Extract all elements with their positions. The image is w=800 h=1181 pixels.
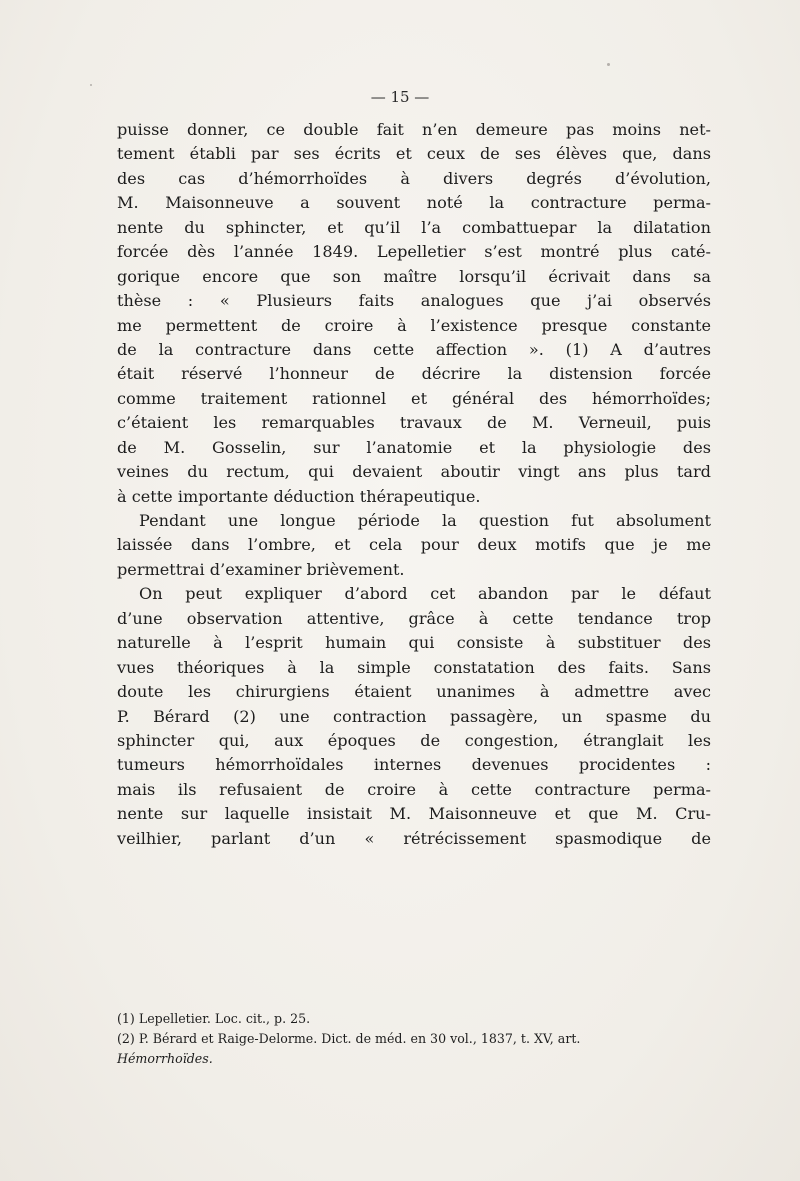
text-line: M. Maisonneuve a souvent noté la contracture perma- (117, 193, 711, 213)
footnote-2: (2) P. Bérard et Raige-Delorme. Dict. de méd. en 30 vol., 1837, t. XV, art. (117, 1031, 581, 1046)
text-line: comme traitement rationnel et général des hémorrhoïdes; (117, 388, 711, 408)
text-line: était réservé l’honneur de décrire la distension forcée (117, 364, 711, 384)
text-line: thèse : « Plusieurs faits analogues que j’ai observés (117, 291, 711, 311)
text-line: P. Bérard (2) une contraction passagère, un spasme du (117, 706, 711, 726)
text-line: gorique encore que son maître lorsqu’il écrivait dans sa (117, 266, 711, 286)
text-line: d’une observation attentive, grâce à cette tendance trop (117, 608, 711, 628)
text-line: de la contracture dans cette affection ». (1) A d’autres (117, 339, 711, 359)
main-text (117, 118, 711, 851)
footnotes (117, 1009, 711, 1069)
paper-speck (607, 63, 610, 66)
paper-speck (90, 84, 92, 86)
text-line: doute les chirurgiens étaient unanimes à admettre avec (117, 682, 711, 702)
text-line: On peut expliquer d’abord cet abandon par le défaut (139, 584, 711, 604)
text-line: mais ils refusaient de croire à cette contracture perma- (117, 779, 711, 799)
text-line: de M. Gosselin, sur l’anatomie et la physiologie des (117, 437, 711, 457)
text-line: tement établi par ses écrits et ceux de ses élèves que, dans (117, 144, 711, 164)
text-line: naturelle à l’esprit humain qui consiste à substituer des (117, 633, 711, 653)
text-line: nente sur laquelle insistait M. Maisonneuve et que M. Cru- (117, 804, 711, 824)
text-line: veilhier, parlant d’un « rétrécissement spasmodique de (117, 828, 711, 848)
text-line: me permettent de croire à l’existence presque constante (117, 315, 711, 335)
text-line: nente du sphincter, et qu’il l’a combattuepar la dilatation (117, 217, 711, 237)
text-line: permettrai d’examiner brièvement. (117, 559, 405, 579)
text-line: laissée dans l’ombre, et cela pour deux motifs que je me (117, 535, 711, 555)
text-line: vues théoriques à la simple constatation des faits. Sans (117, 657, 711, 677)
text-line: c’étaient les remarquables travaux de M. Verneuil, puis (117, 413, 711, 433)
text-line: des cas d’hémorrhoïdes à divers degrés d’évolution, (117, 168, 711, 188)
text-line: puisse donner, ce double fait n’en demeure pas moins net- (117, 120, 711, 139)
text-line: Pendant une longue période la question fut absolument (139, 511, 711, 530)
footnote-1: (1) Lepelletier. Loc. cit., p. 25. (117, 1011, 311, 1026)
text-line: à cette importante déduction thérapeutique. (117, 486, 481, 506)
text-line: veines du rectum, qui devaient aboutir vingt ans plus tard (117, 462, 711, 482)
text-line: forcée dès l’année 1849. Lepelletier s’est montré plus caté- (117, 242, 711, 262)
text-line: sphincter qui, aux époques de congestion, étranglait les (117, 730, 711, 750)
page-number: — 15 — (370, 88, 430, 106)
footnote-2-continuation: Hémorrhoïdes. (117, 1051, 213, 1066)
text-line: tumeurs hémorrhoïdales internes devenues procidentes : (117, 755, 711, 775)
